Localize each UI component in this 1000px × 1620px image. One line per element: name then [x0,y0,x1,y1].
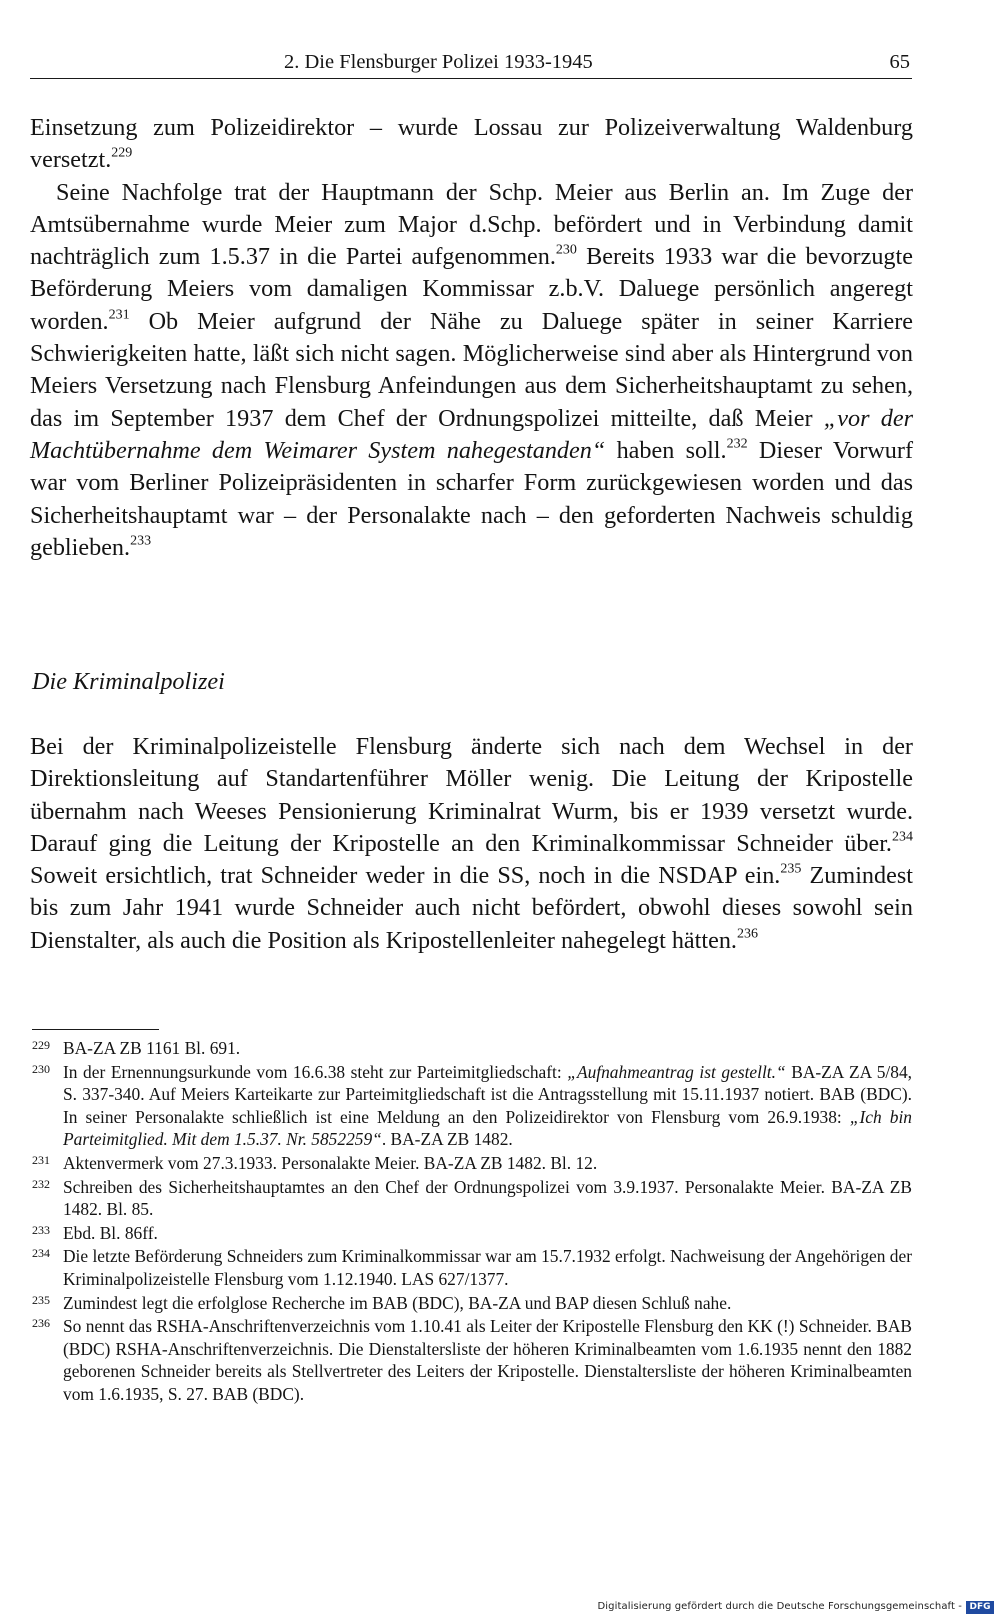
footnote-number: 232 [32,1176,50,1191]
footnote-number: 230 [32,1061,50,1076]
italic-quote: „Aufnahmeantrag ist gestellt.“ [567,1061,786,1082]
italic-quote: „Ich bin Parteimitglied. Mit dem 1.5.37. Nr. 5852259“ [63,1106,912,1150]
footnote-235: 235 Zumindest legt die erfolglose Recherche im BAB (BDC), BA-ZA und BAP diesen Schluß nahe. [32,1292,732,1313]
footnote-number: 234 [32,1246,50,1261]
footnote-number: 235 [32,1292,50,1307]
main-text-block [30,112,913,564]
footnote-ref: 234 [891,828,913,845]
footnote-229: 229 BA-ZA ZB 1161 Bl. 691. [32,1038,241,1058]
footnote-233: 233 Ebd. Bl. 86ff. [32,1222,158,1243]
footnote-number: 233 [32,1222,50,1237]
digitization-credit: Digitalisierung gefördert durch die Deutsche Forschungsgemeinschaft - [597,1601,962,1612]
footnote-ref: 233 [130,532,152,549]
running-header [30,48,912,79]
footnote-230: 230 In der Ernennungsurkunde vom 16.6.38 steht zur Parteimitgliedschaft: „Aufnahmeantrag ist gestellt.“ BA-ZA ZA 5/84, S. 337-340. Auf Meiers Karteikarte zur Parteimitgliedschaft ist die Antragsstellung mit 15.11.1937 notiert. BAB (BDC). In seiner Personalakte schließlich ist eine Meldung an den Polizeidirektor von Flensburg vom 26.9.1938: „Ich bin Parteimitglied. Mit dem 1.5.37. Nr. 5852259“. BA-ZA ZB 1482. [32,1061,912,1150]
footnote-232: 232 Schreiben des Sicherheitshauptamtes an den Chef der Ordnungspolizei vom 3.9.1937. Personalakte Meier. BA-ZA ZB 1482. Bl. 85. [32,1176,912,1220]
paragraph-continuation: Einsetzung zum Polizeidirektor – wurde Lossau zur Polizeiverwaltung Waldenburg versetzt.$^{229}$ [30,114,913,174]
footnote-234: 234 Die letzte Beförderung Schneiders zum Kriminalkommissar war am 15.7.1932 erfolgt. Nachweisung der Angehörigen der Kriminalpolizeistelle Flensburg vom 1.12.1940. LAS 627/1377. [32,1246,912,1289]
kriminalpolizei-text-block [30,731,913,957]
footnote-number: 236 [32,1316,50,1331]
footnote-divider [32,1029,159,1030]
footnote-ref: 235 [780,860,802,877]
footnote-ref: 229 [111,144,133,161]
italic-quote: „vor der Machtübernahme dem Weimarer System nahegestanden“ [30,404,913,464]
running-title: 2. Die Flensburger Polizei 1933-1945 [284,51,593,73]
page-number: 65 [889,51,910,73]
footnote-ref: 231 [108,306,130,323]
footnote-number: 231 [32,1152,50,1167]
footnotes [32,1037,912,1407]
footnote-ref: 236 [736,925,759,942]
footnote-ref: 230 [555,241,577,258]
footnote-231: 231 Aktenvermerk vom 27.3.1933. Personalakte Meier. BA-ZA ZB 1482. Bl. 12. [32,1152,598,1173]
footnote-ref: 232 [726,435,748,452]
footnote-number: 229 [32,1038,50,1052]
paragraph-meier: Seine Nachfolge trat der Hauptmann der Schp. Meier aus Berlin an. Im Zuge der Amtsübernahme wurde Meier zum Major d.Schp. befördert und in Verbindung damit nachträglich zum 1.5.37 in die Partei aufgenommen.$^{230}$ Bereits 1933 war die bevorzugte Beförderung Meiers vom damaligen Kommissar z.b.V. Daluege persönlich angeregt worden.$^{231}$ Ob Meier aufgrund der Nähe zu Daluege später in seiner Karriere Schwierigkeiten hatte, läßt sich nicht sagen. Möglicherweise sind aber als Hintergrund von Meiers Versetzung nach Flensburg Anfeindungen aus dem Sicherheitshauptamt zu sehen, das im September 1937 dem Chef der Ordnungspolizei mitteilte, daß Meier „vor der Machtübernahme dem Weimarer System nahegestanden“ haben soll.$^{232}$ Dieser Vorwurf war vom Berliner Polizeipräsidenten in scharfer Form zurückgewiesen worden und das Sicherheitshauptamt war – der Personalakte nach – den geforderten Nachweis schuldig geblieben.$^{233}$ [30,178,913,561]
paragraph-kriminalpolizei: Bei der Kriminalpolizeistelle Flensburg änderte sich nach dem Wechsel in der Direktionsleitung auf Standartenführer Möller wenig. Die Leitung der Kripostelle übernahm nach Weeses Pensionierung Kriminalrat Wurm, bis er 1939 versetzt wurde. Darauf ging die Leitung der Kripostelle an den Kriminalkommissar Schneider über.$^{234}$ Soweit ersichtlich, trat Schneider weder in die SS, noch in die NSDAP ein.$^{235}$ Zumindest bis zum Jahr 1941 wurde Schneider auch nicht befördert, obwohl dieses sowohl sein Dienstalter, als auch die Position als Kripostellenleiter nahegelegt hätten.$^{236}$ [30,733,913,954]
dfg-logo-icon: DFG [966,1601,994,1614]
section-heading: Die Kriminalpolizei [32,668,225,695]
footnote-236: 236 So nennt das RSHA-Anschriftenverzeichnis vom 1.10.41 als Leiter der Kripostelle Flensburg den KK (!) Schneider. BAB (BDC) RSHA-Anschriftenverzeichnis. Die Dienstaltersliste der höheren Kriminalbeamten vom 1.6.1935 nennt den 1882 geborenen Schneider bereits als Stellvertreter des Leiters der Kripostelle. Dienstaltersliste der höheren Kriminalbeamten vom 1.6.1935, S. 27. BAB (BDC). [32,1316,912,1404]
